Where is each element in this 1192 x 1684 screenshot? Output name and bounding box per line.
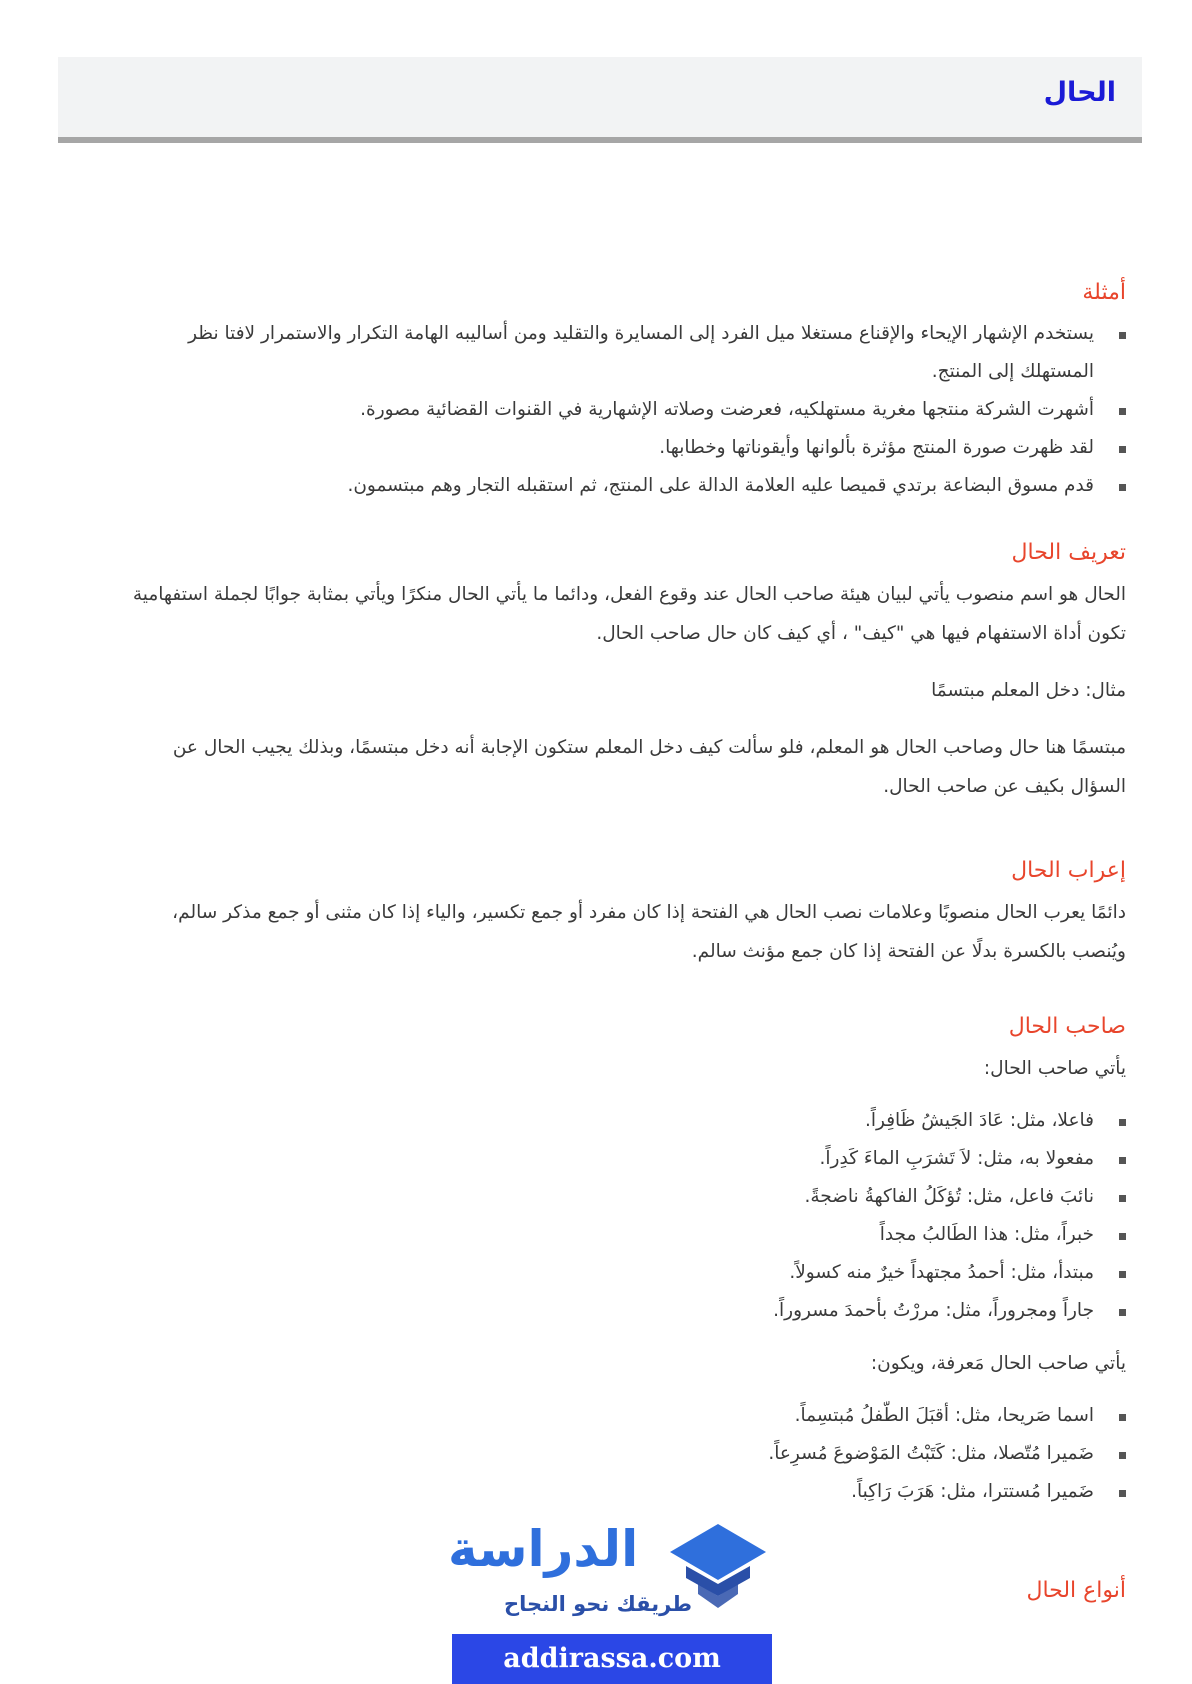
examples-heading: أمثلة bbox=[1082, 280, 1126, 305]
watermark-logo bbox=[448, 1520, 778, 1630]
list-item: اسما صَريحا، مثل: أقبَلَ الطّفلُ مُبتسِماً. bbox=[126, 1397, 1094, 1435]
examples-section bbox=[126, 280, 1126, 505]
types-heading: أنواع الحال bbox=[1026, 1578, 1126, 1603]
list-item: ضَميرا مُستترا، مثل: هَرَبَ رَاكِباً. bbox=[126, 1473, 1094, 1511]
owner-definite-intro: يأتي صاحب الحال مَعرفة، ويكون: bbox=[870, 1353, 1126, 1374]
definition-paragraph: الحال هو اسم منصوب يأتي لبيان هيئة صاحب الحال عند وقوع الفعل، ودائما ما يأتي الحال منكرًا ويأتي بمثابة جوابًا لجملة استفهامية تكون أداة الاستفهام فيها هي "كيف" ، أي كيف كان حال صاحب الحال. bbox=[132, 584, 1126, 644]
list-item: مفعولا به، مثل: لاَ تَشرَبِ الماءَ كَدِراً. bbox=[126, 1140, 1094, 1178]
list-item: فاعلا، مثل: عَادَ الجَيشُ ظَافِراً. bbox=[126, 1102, 1094, 1140]
list-item: أشهرت الشركة منتجها مغرية مستهلكيه، فعرضت وصلاته الإشهارية في القنوات القضائية مصورة. bbox=[126, 391, 1094, 429]
list-item: خبراً، مثل: هذا الطَالبُ مجداً bbox=[126, 1216, 1094, 1254]
definition-example: مثال: دخل المعلم مبتسمًا bbox=[931, 680, 1126, 701]
list-item: جاراً ومجروراً، مثل: مررْتُ بأحمدَ مسروراً. bbox=[126, 1292, 1094, 1330]
list-item: قدم مسوق البضاعة برتدي قميصا عليه العلامة الدالة على المنتج، ثم استقبله التجار وهم مبتسمون. bbox=[126, 467, 1094, 505]
list-item: يستخدم الإشهار الإيحاء والإقناع مستغلا ميل الفرد إلى المسايرة والتقليد ومن أساليبه الهامة التكرار والاستمرار لافتا نظر المستهلك إلى المنتج. bbox=[126, 315, 1094, 391]
definition-explanation: مبتسمًا هنا حال وصاحب الحال هو المعلم، فلو سألت كيف دخل المعلم ستكون الإجابة أنه دخل مبتسمًا، وبذلك يجيب الحال عن السؤال بكيف عن صاحب الحال. bbox=[172, 737, 1126, 797]
examples-list bbox=[126, 315, 1126, 505]
owner-heading: صاحب الحال bbox=[1008, 1014, 1126, 1039]
parsing-section bbox=[126, 858, 1126, 971]
definition-heading: تعريف الحال bbox=[1011, 540, 1126, 565]
list-item: مبتدأ، مثل: أحمدُ مجتهداً خيرٌ منه كسولاً. bbox=[126, 1254, 1094, 1292]
definition-section bbox=[126, 540, 1126, 806]
domain-banner[interactable]: addirassa.com bbox=[452, 1634, 772, 1684]
list-item: لقد ظهرت صورة المنتج مؤثرة بألوانها وأيقوناتها وخطابها. bbox=[126, 429, 1094, 467]
list-item: ضَميرا مُتّصلا، مثل: كَتَبْتُ المَوْضوعَ مُسرِعاً. bbox=[126, 1435, 1094, 1473]
owner-definite-list bbox=[126, 1397, 1126, 1511]
parsing-heading: إعراب الحال bbox=[1011, 858, 1126, 883]
page-title: الحال bbox=[1043, 77, 1116, 108]
brand-tagline: طريقك نحو النجاح bbox=[504, 1592, 693, 1616]
owner-intro: يأتي صاحب الحال: bbox=[983, 1058, 1126, 1079]
list-item: نائبَ فاعل، مثل: تُؤكَلُ الفاكهةُ ناضجةً. bbox=[126, 1178, 1094, 1216]
owner-section bbox=[126, 1014, 1126, 1511]
brand-wordmark: الدراسة bbox=[448, 1520, 639, 1578]
page-header bbox=[58, 57, 1142, 143]
owner-list bbox=[126, 1102, 1126, 1330]
parsing-paragraph: دائمًا يعرب الحال منصوبًا وعلامات نصب الحال هي الفتحة إذا كان مفرد أو جمع تكسير، والياء إذا كان مثنى أو جمع مذكر سالم، ويُنصب بالكسرة بدلًا عن الفتحة إذا كان جمع مؤنث سالم. bbox=[172, 902, 1126, 962]
